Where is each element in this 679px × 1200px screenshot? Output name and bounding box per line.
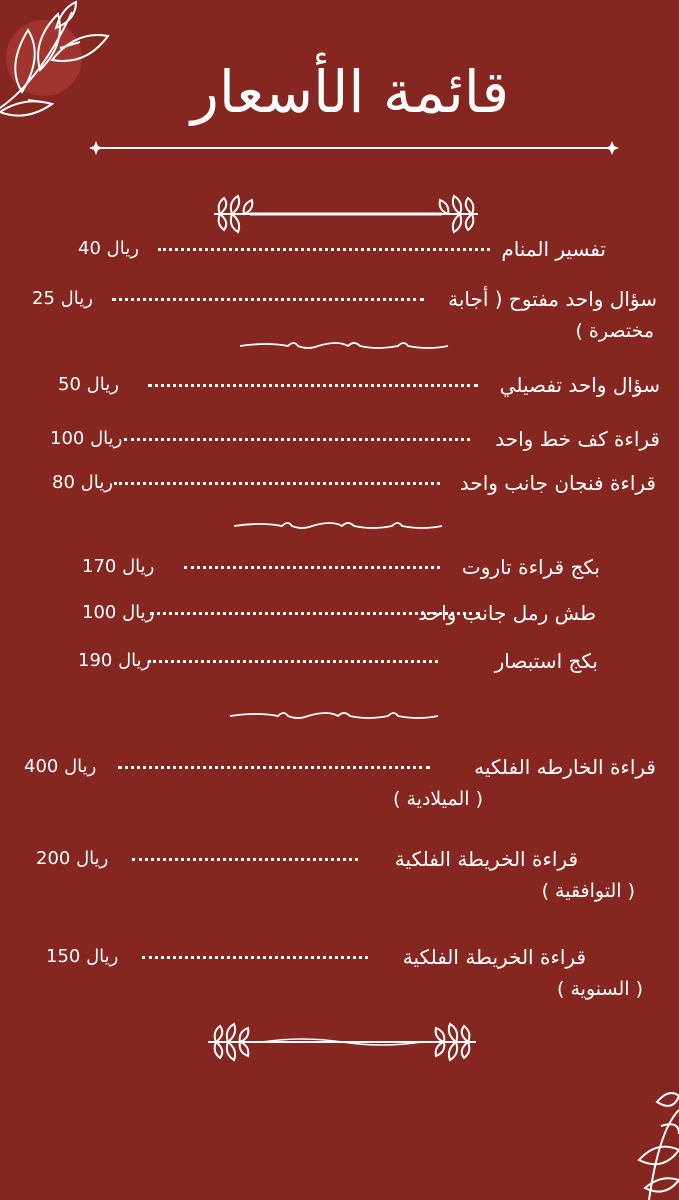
dotted-leader — [132, 858, 358, 861]
dotted-leader — [150, 612, 480, 615]
floral-corner-bottom-right-icon — [609, 1090, 679, 1200]
price-row-sand-reading — [80, 600, 596, 640]
item-price: ريال 25 — [32, 288, 93, 309]
laurel-divider-top-icon — [206, 190, 486, 234]
item-name: قراءة الخارطه الفلكيه — [474, 755, 656, 779]
item-price: ريال 100 — [82, 602, 155, 623]
item-name-continued: ( التوافقية ) — [541, 880, 635, 902]
price-row-palm-reading — [48, 426, 660, 466]
item-name-continued: ( الميلادية ) — [393, 788, 483, 810]
price-row-detailed-question — [56, 372, 660, 412]
item-name-continued: ( السنوية ) — [557, 978, 643, 1000]
item-name: سؤال واحد مفتوح ( أجابة — [448, 287, 657, 311]
dotted-leader — [114, 482, 440, 485]
item-name: بكج قراءة تاروت — [461, 555, 600, 579]
item-price: ريال 50 — [58, 374, 119, 395]
item-name: طش رمل جانب واحد — [418, 601, 596, 625]
item-name: قراءة الخريطة الفلكية — [402, 945, 586, 969]
item-price: ريال 200 — [36, 848, 109, 869]
dotted-leader — [142, 956, 368, 959]
dotted-leader — [112, 298, 424, 301]
dotted-leader — [158, 248, 490, 251]
dotted-leader — [124, 438, 470, 441]
item-name: قراءة كف خط واحد — [495, 427, 660, 451]
dotted-leader — [118, 766, 430, 769]
swirl-divider-icon — [228, 706, 440, 726]
price-row-annual-chart — [44, 944, 586, 984]
item-price: ريال 80 — [52, 472, 113, 493]
laurel-divider-bottom-icon — [202, 1020, 482, 1064]
swirl-divider-icon — [232, 516, 444, 536]
price-row-open-question — [30, 286, 657, 326]
item-price: ريال 40 — [78, 238, 139, 259]
item-name: قراءة الخريطة الفلكية — [394, 847, 578, 871]
price-row-clairvoyance-package — [76, 648, 598, 688]
item-price: ريال 190 — [78, 650, 151, 671]
item-price: ريال 150 — [46, 946, 119, 967]
dotted-leader — [148, 660, 438, 663]
item-name: سؤال واحد تفصيلي — [499, 373, 660, 397]
price-row-compatibility-chart — [34, 846, 578, 886]
dotted-leader — [148, 384, 478, 387]
swirl-divider-icon — [238, 336, 450, 356]
item-name-continued: مختصرة ) — [575, 320, 654, 342]
page-title: قائمة الأسعار — [190, 58, 510, 126]
dotted-leader — [184, 566, 440, 569]
price-row-dream-interpretation — [70, 236, 606, 276]
item-name: قراءة فنجان جانب واحد — [459, 471, 656, 495]
item-name: تفسير المنام — [501, 237, 606, 261]
item-name: بكج استبصار — [494, 649, 598, 673]
price-row-tarot-package — [80, 554, 600, 594]
item-price: ريال 400 — [24, 756, 97, 777]
item-price: ريال 170 — [82, 556, 155, 577]
price-row-coffee-reading — [50, 470, 656, 510]
price-row-birth-chart — [22, 754, 656, 794]
item-price: ريال 100 — [50, 428, 123, 449]
title-underline — [88, 140, 620, 156]
